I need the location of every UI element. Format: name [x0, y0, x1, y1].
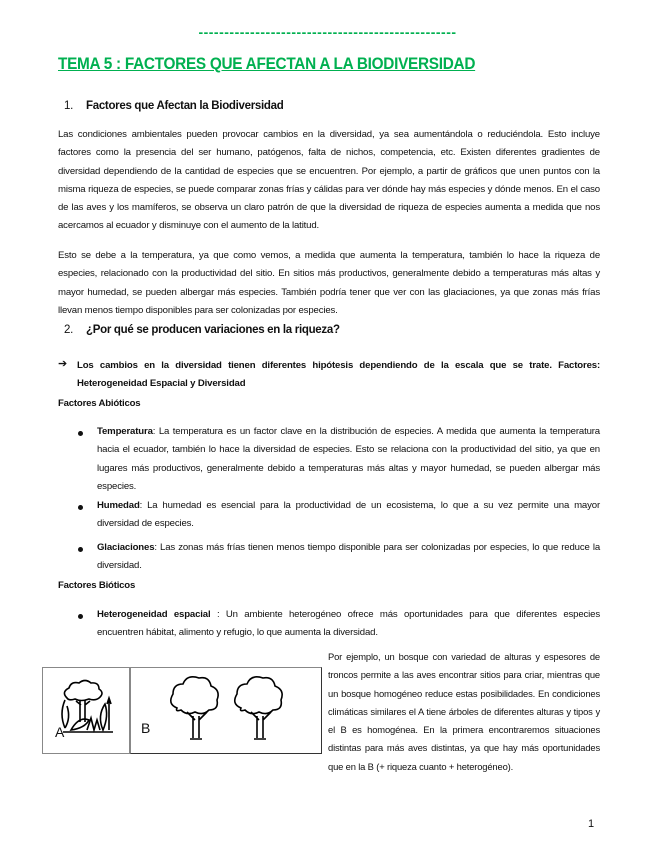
- page-number: 1: [588, 818, 595, 830]
- paragraph: Las condiciones ambientales pueden provocar cambios en la diversidad, ya sea aumentándola o reduciéndola. Esto incluye factores como la presencia del ser humano, patógenos, falta de nichos, competencia, etc. Existen diferentes gradientes de diversidad dependiendo de la cantidad de especies que se encuentren. Por ejemplo, a partir de gráficos que unen puntos con la misma riqueza de especies, se puede comparar zonas frías y cálidas para ver dónde hay más especies y dónde menos. En el caso de las aves y los mamíferos, se observa un claro patrón de que la diversidad de riqueza de especies aumenta a medida que nos acercamos al ecuador y disminuye con el aumento de la latitud.: [58, 129, 600, 232]
- section-number: 2.: [64, 324, 73, 336]
- page-title: TEMA 5 : FACTORES QUE AFECTAN A LA BIODIVERSIDAD: [58, 55, 476, 73]
- jungle-icon: [43, 668, 129, 753]
- figure-b-homogeneous-forest: [130, 667, 322, 754]
- description: : Un ambiente heterogéneo ofrece más oportunidades para que diferentes especies encuentren hábitat, alimento y refugio, lo que aumenta la diversidad.: [97, 609, 600, 639]
- section-1-heading: [64, 100, 283, 112]
- figure-label-b: B: [141, 720, 151, 736]
- bullet-icon: [78, 614, 83, 619]
- figure-label-a: A: [55, 724, 65, 740]
- example-paragraph: Por ejemplo, un bosque con variedad de alturas y espesores de troncos permite a las aves encontrar sitios para criar, mientras que un bosque homogéneo reduce estas posibilidades. En condiciones climáticas similares el A tiene árboles de diferentes alturas y tipos y el B es homogénea. En la primera encontraremos situaciones distintas para más aves distintas, ya que hay más oportunidades que en la B (+ riqueza cuanto + heterogéneo).: [328, 651, 600, 772]
- section-title: ¿Por qué se producen variaciones en la riqueza?: [86, 324, 340, 336]
- subheading-abioticos: Factores Abióticos: [58, 398, 141, 409]
- bullet-icon: [78, 431, 83, 436]
- term: Humedad: [97, 500, 140, 511]
- list-item: [97, 606, 600, 643]
- list-item: [97, 423, 600, 496]
- description: : La humedad es esencial para la productividad de un ecosistema, lo que a su vez permite una mayor diversidad de especies.: [97, 500, 600, 530]
- decorative-dashes: --------------------------------------------------: [198, 24, 457, 40]
- arrow-icon: ➔: [58, 358, 68, 370]
- term: Temperatura: [97, 426, 153, 437]
- section-2-heading: [64, 324, 340, 336]
- subheading-bioticos: Factores Bióticos: [58, 580, 136, 591]
- bullet-icon: [78, 505, 83, 510]
- tree-icons: [161, 672, 311, 752]
- term: Glaciaciones: [97, 542, 155, 553]
- bullet-icon: [78, 547, 83, 552]
- description: : Las zonas más frías tienen menos tiempo disponible para ser colonizadas por especies, lo que reduce la diversidad.: [97, 542, 600, 572]
- figure-a-heterogeneous-forest: [42, 667, 130, 754]
- section-number: 1.: [64, 100, 73, 112]
- list-item: [97, 497, 600, 534]
- paragraph: Esto se debe a la temperatura, ya que como vemos, a medida que aumenta la temperatura, también lo hace la riqueza de especies, relacionado con la productividad del sitio. En sitios más productivos, generalmente debido a temperaturas más altas y mayor humedad, se pueden albergar más especies. También podría tener que ver con las glaciaciones, ya que zonas más frías llevan menos tiempo disponibles para ser colonizadas por especies.: [58, 250, 600, 316]
- description: : La temperatura es un factor clave en la distribución de especies. A medida que aumenta la temperatura hacia el ecuador, también lo hace la diversidad de especies. Esto se relaciona con la productividad del sitio, ya que en lugares más productivos, generalmente debido a temperaturas más altas y mayor humedad, se pueden albergar más especies.: [97, 426, 600, 492]
- arrow-point: Los cambios en la diversidad tienen diferentes hipótesis dependiendo de la escala que se trate. Factores: Heterogeneidad Espacial y Diversidad: [77, 360, 600, 390]
- term: Heterogeneidad espacial: [97, 609, 211, 620]
- section-title: Factores que Afectan la Biodiversidad: [86, 100, 284, 112]
- list-item: [97, 539, 600, 576]
